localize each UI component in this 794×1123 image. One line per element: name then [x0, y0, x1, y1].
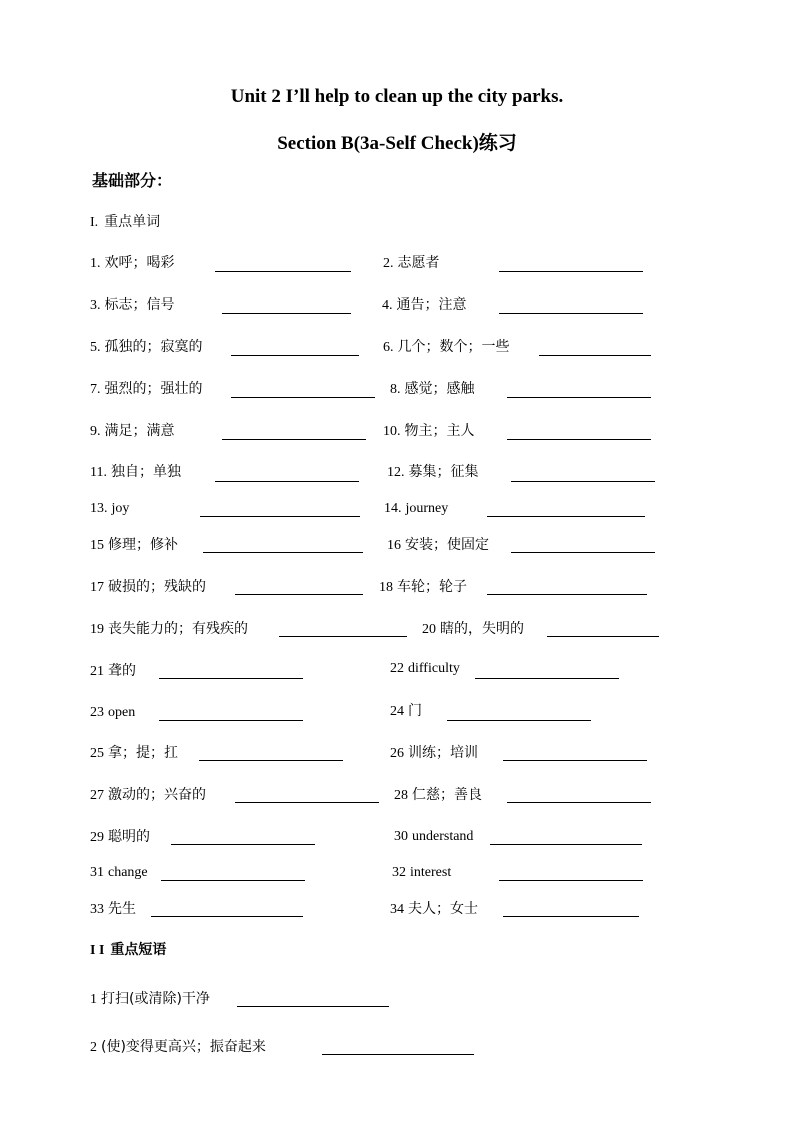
answer-blank[interactable] — [322, 1054, 474, 1055]
item-number: 19 — [90, 622, 104, 637]
vocab-item-16 — [387, 534, 489, 556]
item-prompt: 安装；使固定 — [405, 537, 489, 553]
answer-blank[interactable] — [215, 271, 351, 272]
item-prompt: journey — [405, 501, 449, 516]
answer-blank[interactable] — [499, 313, 643, 314]
item-prompt: 先生 — [108, 901, 136, 917]
item-number: 14. — [384, 501, 402, 516]
item-prompt: 车轮；轮子 — [397, 579, 467, 595]
section-label: 基础部分： — [92, 171, 173, 190]
vocab-item-34 — [390, 898, 478, 920]
item-prompt: 聋的 — [108, 663, 136, 679]
item-number: 13. — [90, 501, 108, 516]
answer-blank[interactable] — [547, 636, 659, 637]
item-prompt: 破损的；残缺的 — [108, 579, 206, 595]
item-prompt: 孤独的；寂寞的 — [104, 339, 203, 355]
item-number: 32 — [392, 865, 406, 880]
vocab-item-20 — [422, 618, 524, 640]
answer-blank[interactable] — [151, 916, 303, 917]
part1-label: 重点单词 — [104, 214, 161, 230]
part1-number: I. — [90, 215, 99, 230]
vocab-item-6 — [383, 336, 510, 358]
answer-blank[interactable] — [161, 880, 305, 881]
item-prompt: 志愿者 — [397, 255, 440, 271]
item-prompt: 募集；征集 — [408, 464, 479, 480]
answer-blank[interactable] — [490, 844, 642, 845]
item-number: 34 — [390, 902, 404, 917]
answer-blank[interactable] — [222, 439, 366, 440]
item-number: 20 — [422, 622, 436, 637]
answer-blank[interactable] — [203, 552, 363, 553]
item-number: 31 — [90, 865, 104, 880]
answer-blank[interactable] — [499, 271, 643, 272]
vocab-item-24 — [390, 700, 422, 722]
answer-blank[interactable] — [487, 516, 645, 517]
item-prompt: 瞎的，失明的 — [440, 621, 524, 637]
part2-label: 重点短语 — [110, 942, 167, 958]
part2-number: I I — [90, 943, 105, 958]
vocab-item-10 — [383, 420, 475, 442]
vocab-item-9 — [90, 420, 175, 442]
item-prompt: change — [108, 865, 148, 880]
answer-blank[interactable] — [539, 355, 651, 356]
answer-blank[interactable] — [231, 355, 359, 356]
answer-blank[interactable] — [503, 916, 639, 917]
answer-blank[interactable] — [507, 397, 651, 398]
phrase-item-2 — [90, 1036, 266, 1058]
item-number: 7. — [90, 382, 101, 397]
item-number: 30 — [394, 829, 408, 844]
vocab-item-29 — [90, 826, 150, 848]
vocab-item-18 — [379, 576, 467, 598]
item-prompt: 欢呼；喝彩 — [104, 255, 175, 271]
item-prompt: joy — [111, 501, 130, 516]
item-number: 27 — [90, 788, 104, 803]
vocab-item-3 — [90, 294, 175, 316]
vocab-item-8 — [390, 378, 475, 400]
answer-blank[interactable] — [159, 720, 303, 721]
item-prompt: 激动的；兴奋的 — [108, 787, 206, 803]
answer-blank[interactable] — [507, 802, 651, 803]
answer-blank[interactable] — [447, 720, 591, 721]
vocab-item-26 — [390, 742, 478, 764]
item-prompt: 感觉；感触 — [404, 381, 475, 397]
item-number: 3. — [90, 298, 101, 313]
answer-blank[interactable] — [507, 439, 651, 440]
item-prompt: 聪明的 — [108, 829, 150, 845]
worksheet-subtitle: Section B(3a-Self Check)练习 — [277, 133, 517, 154]
vocab-item-23 — [90, 704, 135, 726]
item-number: 16 — [387, 538, 401, 553]
answer-blank[interactable] — [199, 760, 343, 761]
item-number: 15 — [90, 538, 104, 553]
item-prompt: 几个；数个；一些 — [397, 339, 510, 355]
item-prompt: 修理；修补 — [108, 537, 178, 553]
item-number: 29 — [90, 830, 104, 845]
item-number: 2. — [383, 256, 394, 271]
item-number: 12. — [387, 465, 405, 480]
worksheet-title: Unit 2 I’ll help to clean up the city parks. — [230, 86, 564, 107]
item-number: 17 — [90, 580, 104, 595]
item-prompt: 拿；提；扛 — [108, 745, 178, 761]
answer-blank[interactable] — [200, 516, 360, 517]
answer-blank[interactable] — [231, 397, 375, 398]
item-number: 21 — [90, 664, 104, 679]
answer-blank[interactable] — [235, 802, 379, 803]
vocab-item-32 — [392, 864, 451, 886]
item-number: 5. — [90, 340, 101, 355]
item-number: 11. — [90, 465, 107, 480]
item-number: 10. — [383, 424, 401, 439]
item-number: 1 — [90, 992, 97, 1007]
item-number: 25 — [90, 746, 104, 761]
item-prompt: 丧失能力的；有残疾的 — [108, 621, 248, 637]
item-number: 24 — [390, 704, 404, 719]
vocab-item-15 — [90, 534, 178, 556]
vocab-item-19 — [90, 618, 248, 640]
item-prompt: 仁慈；善良 — [412, 787, 482, 803]
answer-blank[interactable] — [503, 760, 647, 761]
answer-blank[interactable] — [499, 880, 643, 881]
item-prompt: difficulty — [408, 661, 460, 676]
item-number: 23 — [90, 705, 104, 720]
item-number: 26 — [390, 746, 404, 761]
part2-heading — [90, 939, 166, 959]
item-prompt: 夫人；女士 — [408, 901, 478, 917]
vocab-item-33 — [90, 898, 136, 920]
item-prompt: 强烈的；强壮的 — [104, 381, 203, 397]
vocab-item-28 — [394, 784, 482, 806]
vocab-item-14 — [384, 500, 448, 522]
answer-blank[interactable] — [159, 678, 303, 679]
vocab-item-22 — [390, 660, 460, 682]
item-number: 6. — [383, 340, 394, 355]
vocab-item-1 — [90, 252, 175, 274]
vocab-item-21 — [90, 660, 136, 682]
phrase-item-1 — [90, 988, 210, 1010]
item-prompt: 独自；单独 — [110, 464, 181, 480]
item-prompt: interest — [410, 865, 452, 880]
vocab-item-7 — [90, 378, 203, 400]
vocab-item-27 — [90, 784, 206, 806]
answer-blank[interactable] — [279, 636, 407, 637]
item-number: 2 — [90, 1040, 97, 1055]
item-number: 28 — [394, 788, 408, 803]
item-number: 8. — [390, 382, 401, 397]
vocab-item-12 — [387, 461, 479, 483]
item-number: 33 — [90, 902, 104, 917]
answer-blank[interactable] — [235, 594, 363, 595]
answer-blank[interactable] — [215, 481, 359, 482]
answer-blank[interactable] — [222, 313, 351, 314]
answer-blank[interactable] — [487, 594, 647, 595]
item-prompt: (使)变得更高兴；振奋起来 — [101, 1039, 266, 1055]
vocab-item-13 — [90, 500, 129, 522]
item-number: 4. — [382, 298, 393, 313]
item-prompt: 物主；主人 — [404, 423, 475, 439]
answer-blank[interactable] — [237, 1006, 389, 1007]
vocab-item-25 — [90, 742, 178, 764]
vocab-item-5 — [90, 336, 203, 358]
vocab-item-31 — [90, 864, 148, 886]
answer-blank[interactable] — [511, 481, 655, 482]
item-prompt: 满足；满意 — [104, 423, 175, 439]
item-prompt: open — [108, 705, 136, 720]
item-prompt: 打扫(或清除)干净 — [101, 991, 210, 1007]
vocab-item-4 — [382, 294, 467, 316]
vocab-item-2 — [383, 252, 440, 274]
item-number: 22 — [390, 661, 404, 676]
item-number: 9. — [90, 424, 101, 439]
item-prompt: understand — [412, 829, 474, 844]
item-prompt: 门 — [408, 703, 422, 719]
answer-blank[interactable] — [475, 678, 619, 679]
vocab-item-30 — [394, 828, 473, 850]
vocab-item-17 — [90, 576, 206, 598]
item-prompt: 训练；培训 — [408, 745, 478, 761]
part1-heading — [90, 211, 160, 231]
item-number: 18 — [379, 580, 393, 595]
answer-blank[interactable] — [171, 844, 315, 845]
item-number: 1. — [90, 256, 101, 271]
item-prompt: 通告；注意 — [396, 297, 467, 313]
vocab-item-11 — [90, 461, 181, 483]
answer-blank[interactable] — [511, 552, 655, 553]
item-prompt: 标志；信号 — [104, 297, 175, 313]
